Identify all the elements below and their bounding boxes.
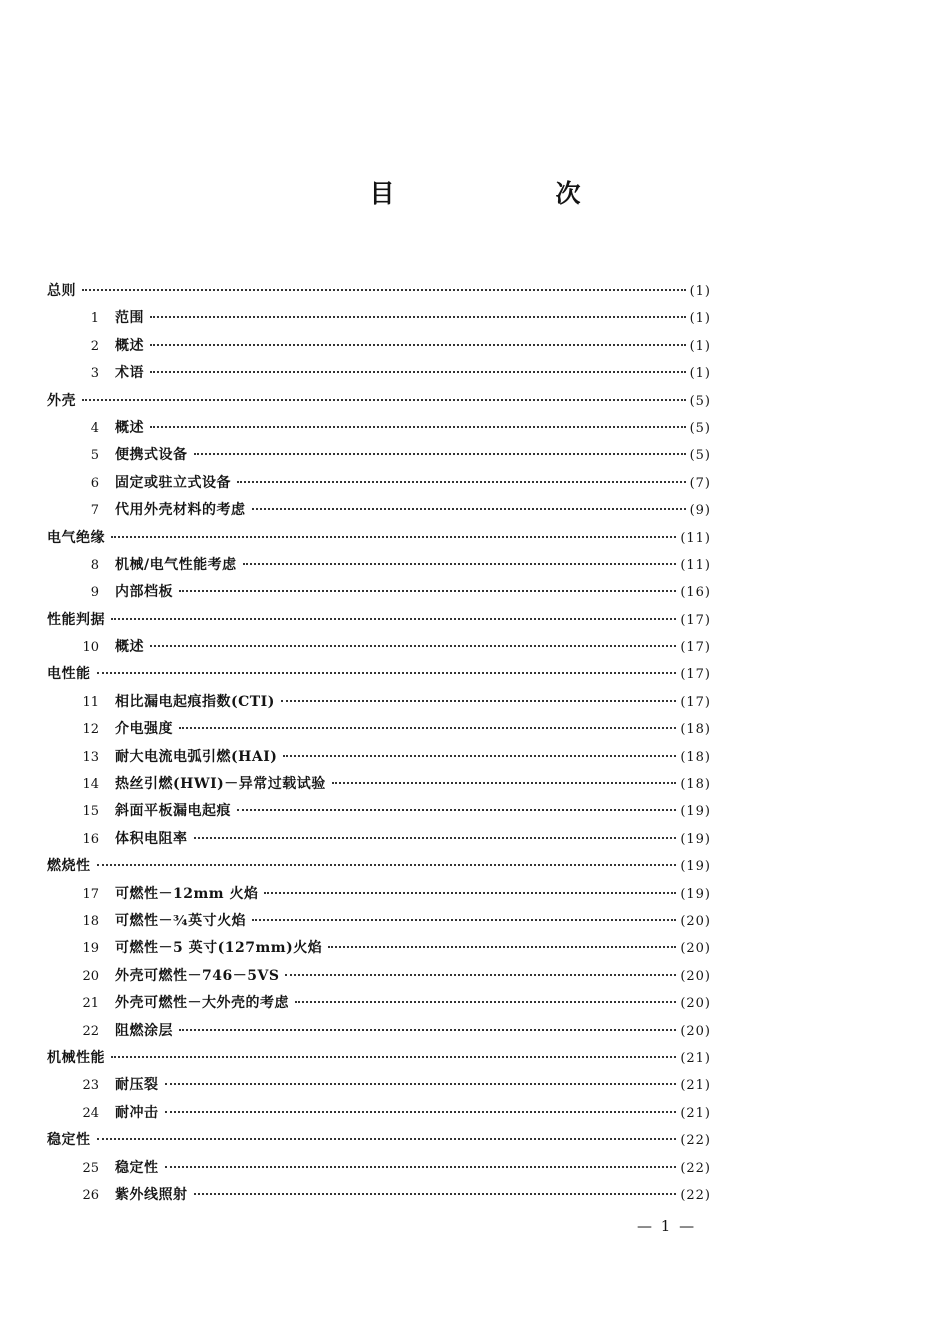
toc-entry-page: (22)	[680, 1160, 711, 1176]
toc-entry-title: 术语	[115, 365, 144, 382]
dot-leader	[285, 974, 676, 976]
toc-entry-title: 内部档板	[115, 584, 173, 601]
toc-entry-title: 电性能	[47, 666, 91, 683]
toc-entry-number: 12	[82, 722, 99, 738]
toc-entry	[47, 881, 711, 908]
toc-entry-number: 11	[82, 694, 99, 710]
toc-entry-number: 19	[82, 941, 99, 957]
toc-entry-title: 概述	[115, 337, 144, 354]
toc-entry	[47, 798, 711, 825]
toc-entry-title: 耐冲击	[115, 1104, 159, 1121]
toc-entry-page: (1)	[689, 366, 711, 382]
dot-leader	[328, 946, 676, 948]
toc-entry	[47, 415, 711, 442]
toc-entry	[47, 963, 711, 990]
toc-entry-page: (1)	[689, 338, 711, 354]
toc-entry	[47, 935, 711, 962]
toc-entry-page: (5)	[689, 393, 711, 409]
toc-entry-page: (16)	[680, 585, 711, 601]
dot-leader	[295, 1001, 676, 1003]
toc-entry-title: 稳定性	[47, 1132, 91, 1149]
toc-entry-number: 10	[82, 640, 99, 656]
toc-entry-title: 耐压裂	[115, 1077, 159, 1094]
toc-entry-number: 26	[82, 1187, 99, 1203]
toc-entry	[47, 579, 711, 606]
toc-entry-number: 1	[90, 311, 99, 327]
toc-entry-title: 相比漏电起痕指数(CTI)	[115, 693, 275, 710]
toc-entry-title: 稳定性	[115, 1159, 159, 1176]
toc-entry-page: (11)	[680, 530, 711, 546]
toc-entry-page: (21)	[680, 1105, 711, 1121]
toc-entry	[47, 1155, 711, 1182]
toc-entry-page: (1)	[689, 311, 711, 327]
toc-entry-page: (17)	[680, 640, 711, 656]
toc-entry-title: 紫外线照射	[115, 1186, 188, 1203]
toc-entry-number: 17	[82, 886, 99, 902]
toc-entry-page: (20)	[680, 968, 711, 984]
toc-entry	[47, 908, 711, 935]
toc-section	[47, 661, 711, 688]
toc-entry	[47, 552, 711, 579]
toc-entry-page: (9)	[689, 503, 711, 519]
toc-entry-page: (1)	[689, 284, 711, 299]
toc-entry-page: (5)	[689, 448, 711, 464]
toc-entry	[47, 333, 711, 360]
toc-entry-number: 2	[90, 338, 99, 354]
toc-entry-page: (20)	[680, 1023, 711, 1039]
toc-entry-page: (17)	[680, 694, 711, 710]
toc-entry-title: 体积电阻率	[115, 830, 188, 847]
dot-leader	[283, 755, 676, 757]
dot-leader	[237, 481, 686, 483]
toc-entry	[47, 716, 711, 743]
dot-leader	[150, 316, 686, 318]
toc-entry-title: 范围	[115, 310, 144, 327]
toc-entry-title: 机械/电气性能考虑	[115, 556, 237, 573]
toc-entry-title: 概述	[115, 419, 144, 436]
toc-entry-number: 23	[82, 1078, 99, 1094]
toc-entry-number: 4	[90, 420, 99, 436]
dot-leader	[179, 590, 676, 592]
dot-leader	[281, 700, 676, 702]
toc-entry-number: 7	[90, 503, 99, 519]
dot-leader	[82, 289, 686, 291]
dot-leader	[165, 1111, 677, 1113]
toc-entry-page: (17)	[680, 667, 711, 683]
toc-entry-number: 3	[90, 366, 99, 382]
toc-entry-title: 耐大电流电弧引燃(HAI)	[115, 748, 278, 765]
toc-section	[47, 525, 711, 552]
dot-leader	[97, 672, 677, 674]
dot-leader	[243, 563, 677, 565]
toc-entry-title: 总则	[47, 283, 76, 299]
toc-entry-title: 外壳	[47, 392, 76, 409]
dot-leader	[194, 837, 677, 839]
toc-entry-page: (19)	[680, 831, 711, 847]
toc-entry-number: 15	[82, 804, 99, 820]
toc-entry	[47, 990, 711, 1017]
toc-entry-title: 阻燃涂层	[115, 1022, 173, 1039]
toc-entry-page: (20)	[680, 996, 711, 1012]
dot-leader	[150, 344, 686, 346]
toc-entry	[47, 442, 711, 469]
toc-entry-page: (18)	[680, 749, 711, 765]
toc-entry	[47, 771, 711, 798]
toc-entry-title: 概述	[115, 639, 144, 656]
toc-entry-title: 外壳可燃性－大外壳的考虑	[115, 995, 289, 1012]
toc-entry-page: (20)	[680, 913, 711, 929]
dot-leader	[165, 1166, 677, 1168]
toc-section	[47, 853, 711, 880]
toc-entry	[47, 497, 711, 524]
toc-entry-page: (18)	[680, 722, 711, 738]
toc-section	[47, 607, 711, 634]
dot-leader	[252, 508, 686, 510]
toc-entry-title: 固定或驻立式设备	[115, 474, 231, 491]
toc-entry	[47, 1018, 711, 1045]
toc-entry-number: 24	[82, 1105, 99, 1121]
toc-entry-number: 21	[82, 996, 99, 1012]
toc-entry	[47, 1182, 711, 1209]
toc-entry-page: (5)	[689, 420, 711, 436]
dot-leader	[165, 1083, 677, 1085]
toc-entry	[47, 1072, 711, 1099]
toc-entry	[47, 305, 711, 332]
toc-entry-page: (11)	[680, 557, 711, 573]
toc-entry-title: 可燃性－¾英寸火焰	[115, 912, 247, 929]
toc-entry-number: 16	[82, 831, 99, 847]
toc-entry-number: 6	[90, 475, 99, 491]
toc-entry-number: 14	[82, 777, 99, 793]
dot-leader	[332, 782, 677, 784]
toc-entry-title: 介电强度	[115, 721, 173, 738]
dot-leader	[82, 399, 686, 401]
dot-leader	[111, 1056, 676, 1058]
toc-entry-number: 18	[82, 913, 99, 929]
dot-leader	[150, 426, 686, 428]
dot-leader	[237, 809, 676, 811]
toc-entry	[47, 360, 711, 387]
dot-leader	[97, 864, 677, 866]
toc-section	[47, 1045, 711, 1072]
toc-entry-page: (19)	[680, 886, 711, 902]
toc-entry-page: (21)	[680, 1078, 711, 1094]
toc-entry-number: 5	[90, 448, 99, 464]
toc-entry	[47, 470, 711, 497]
toc-entry-number: 20	[82, 968, 99, 984]
toc-entry-title: 便携式设备	[115, 447, 188, 464]
toc-entry-title: 斜面平板漏电起痕	[115, 803, 231, 820]
toc-section	[47, 278, 711, 305]
dot-leader	[150, 371, 686, 373]
toc-entry-number: 13	[82, 749, 99, 765]
dot-leader	[111, 536, 676, 538]
toc-entry-title: 代用外壳材料的考虑	[115, 502, 246, 519]
toc-entry-title: 热丝引燃(HWI)－异常过载试验	[115, 776, 326, 793]
toc-entry-title: 燃烧性	[47, 858, 91, 875]
toc-entry-number: 8	[90, 557, 99, 573]
toc-entry-title: 外壳可燃性－746－5VS	[115, 967, 280, 984]
toc-entry	[47, 826, 711, 853]
toc-entry-number: 9	[90, 585, 99, 601]
toc-entry-page: (7)	[689, 475, 711, 491]
dot-leader	[97, 1138, 677, 1140]
toc-entry-title: 性能判据	[47, 611, 105, 628]
page-title: 目 次	[369, 179, 649, 208]
toc-entry-number: 22	[82, 1023, 99, 1039]
dot-leader	[252, 919, 676, 921]
toc-entry-title: 可燃性－12mm 火焰	[115, 885, 259, 902]
toc-entry-page: (22)	[680, 1187, 711, 1203]
toc-entry-page: (20)	[680, 941, 711, 957]
toc-entry-title: 机械性能	[47, 1049, 105, 1066]
dot-leader	[264, 892, 676, 894]
toc-entry-title: 可燃性－5 英寸(127mm)火焰	[115, 940, 323, 957]
table-of-contents	[47, 278, 711, 1209]
page-number: — 1 —	[637, 1217, 697, 1235]
toc-entry	[47, 1100, 711, 1127]
toc-entry-title: 电气绝缘	[47, 529, 105, 546]
toc-entry-page: (17)	[680, 612, 711, 628]
toc-section	[47, 1127, 711, 1154]
dot-leader	[194, 453, 686, 455]
dot-leader	[111, 618, 676, 620]
toc-entry	[47, 744, 711, 771]
toc-entry-page: (19)	[680, 859, 711, 875]
toc-entry-page: (22)	[680, 1133, 711, 1149]
dot-leader	[179, 727, 676, 729]
toc-entry-page: (21)	[680, 1050, 711, 1066]
toc-entry-page: (18)	[680, 777, 711, 793]
toc-section	[47, 388, 711, 415]
dot-leader	[179, 1029, 676, 1031]
toc-entry-number: 25	[82, 1160, 99, 1176]
toc-entry	[47, 634, 711, 661]
dot-leader	[194, 1193, 677, 1195]
dot-leader	[150, 645, 676, 647]
toc-entry	[47, 689, 711, 716]
toc-entry-page: (19)	[680, 804, 711, 820]
